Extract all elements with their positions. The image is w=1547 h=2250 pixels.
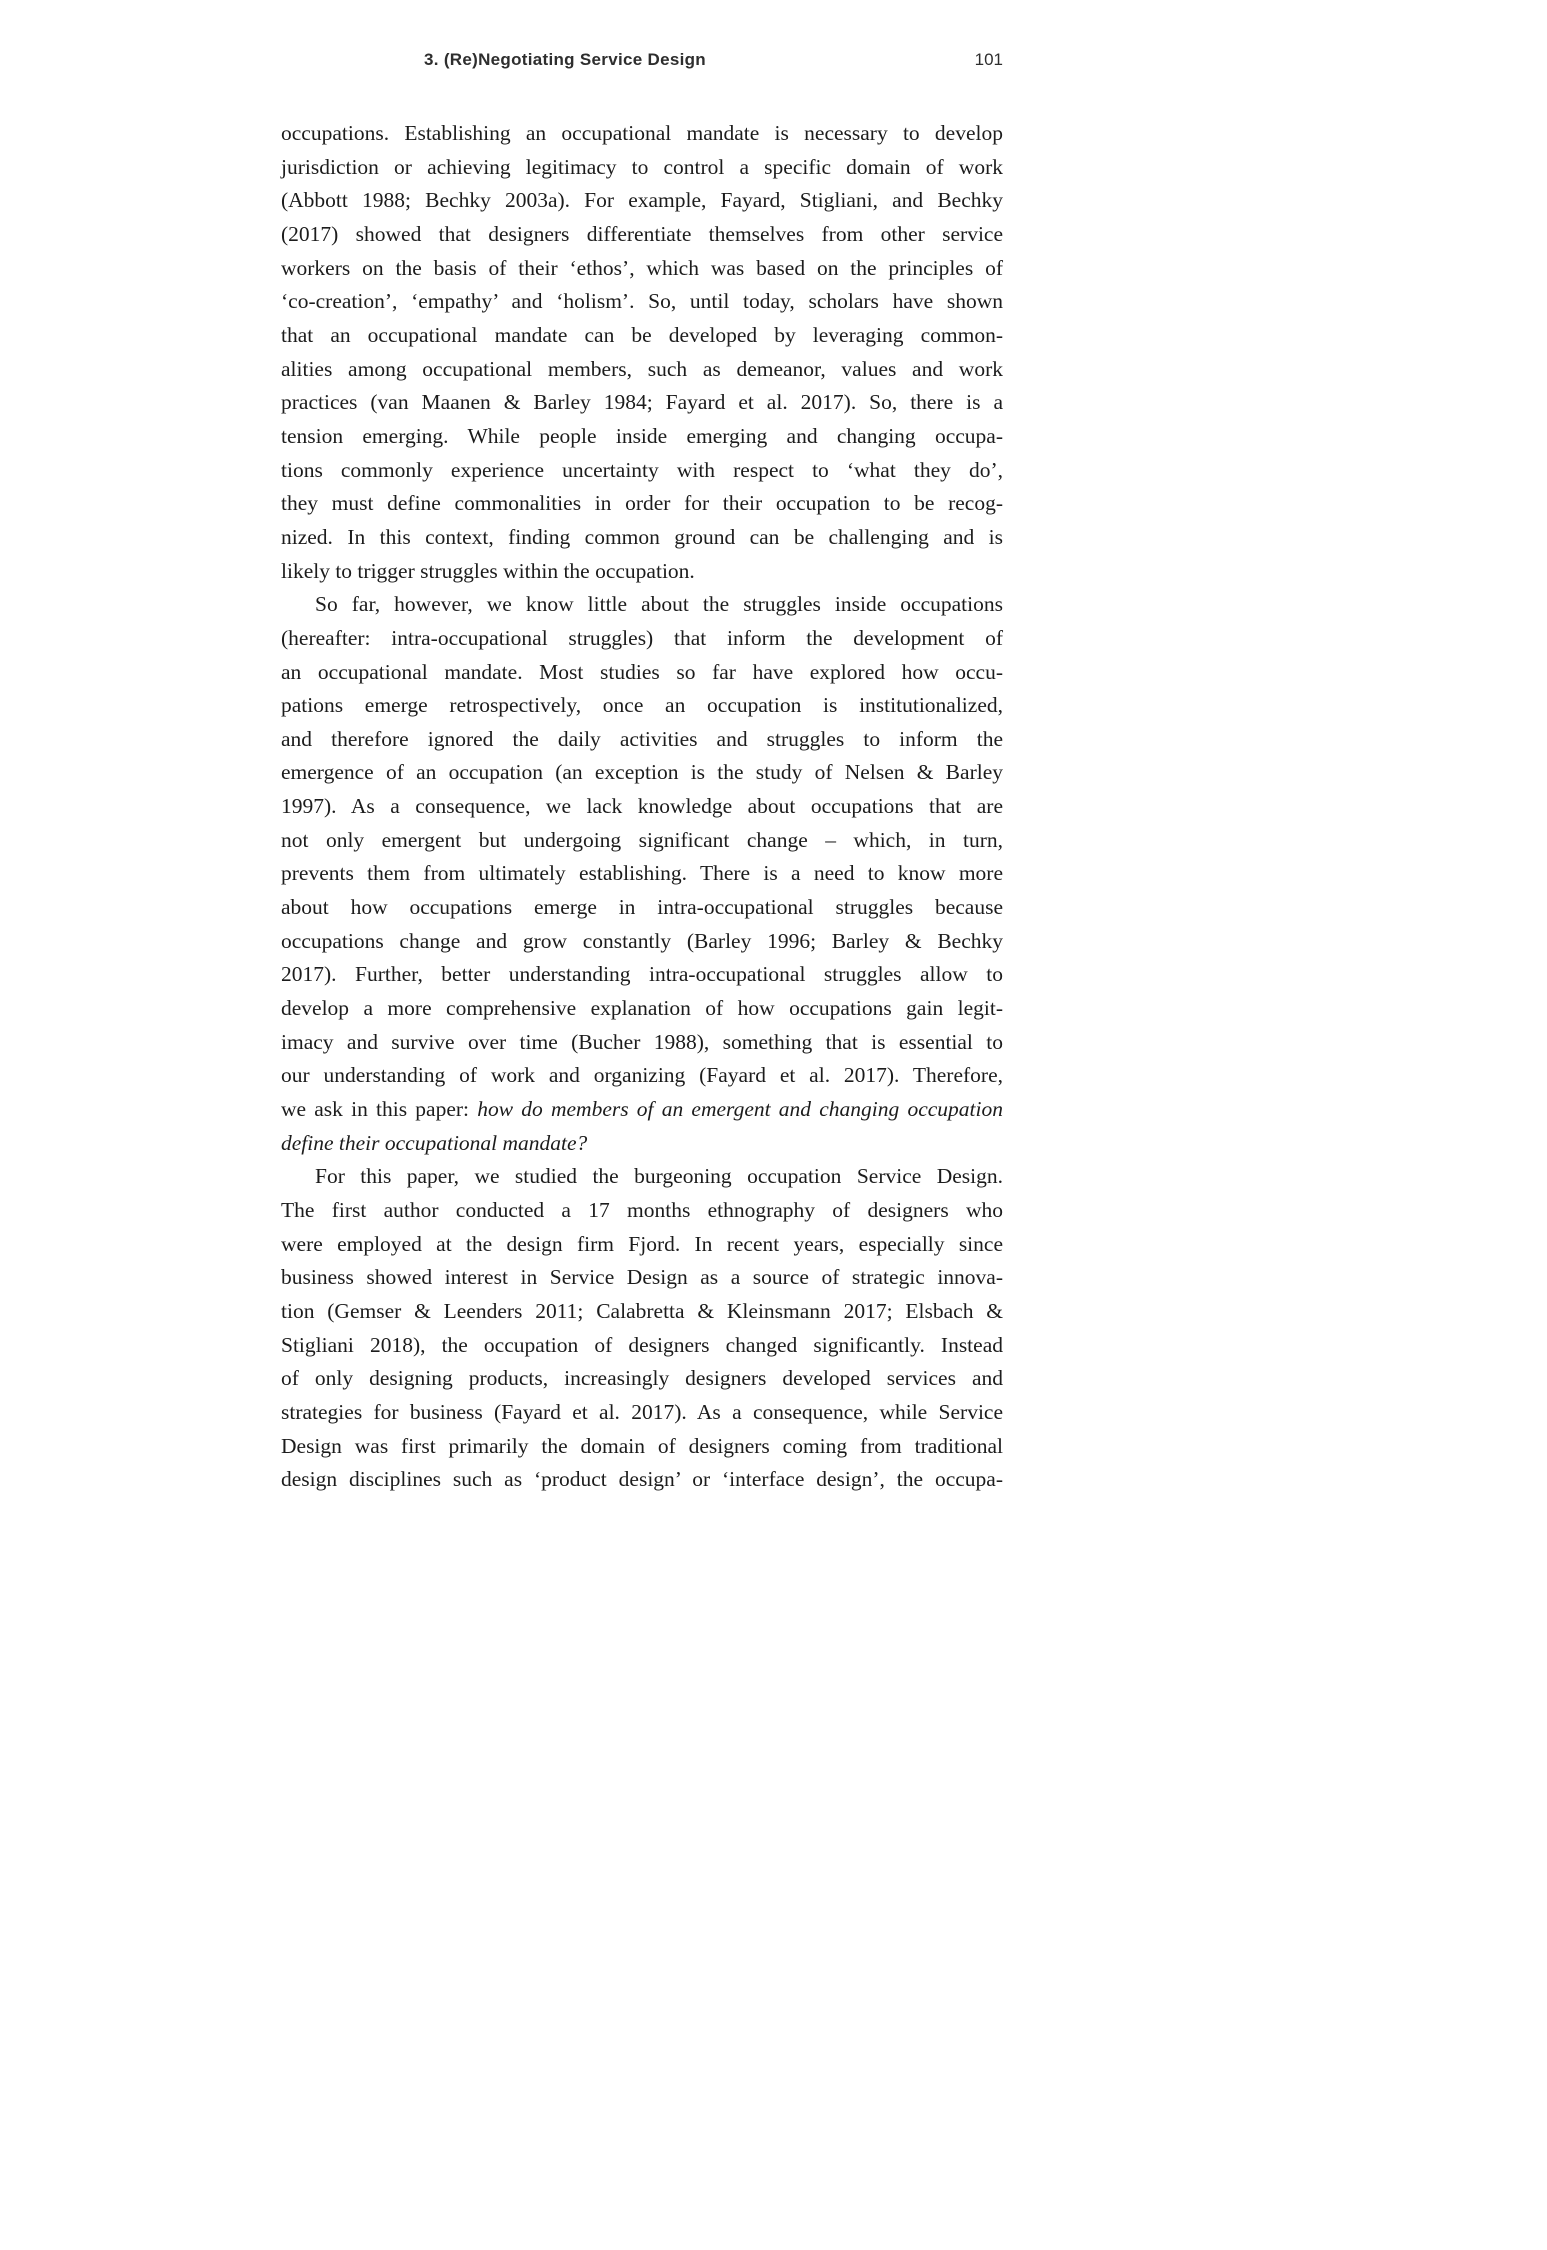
text-line: prevents them from ultimately establishing. There is a need to know more: [281, 861, 1003, 886]
text-line: they must define commonalities in order for their occupation to be recog-: [281, 491, 1003, 516]
text-line: an occupational mandate. Most studies so far have explored how occu-: [281, 659, 1003, 684]
text-segment-italic: how do members of an emergent and changing occupation: [477, 1097, 1003, 1122]
text-line: were employed at the design firm Fjord. In recent years, especially since: [281, 1231, 1003, 1256]
text-line: occupations change and grow constantly (Barley 1996; Barley & Bechky: [281, 928, 1003, 953]
text-line: So far, however, we know little about the struggles inside occupations: [315, 592, 1003, 617]
text-line: business showed interest in Service Design as a source of strategic innova-: [281, 1265, 1003, 1290]
text-line: develop a more comprehensive explanation of how occupations gain legit-: [281, 996, 1003, 1021]
text-line: practices (van Maanen & Barley 1984; Fayard et al. 2017). So, there is a: [281, 390, 1003, 415]
text-line: tions commonly experience uncertainty with respect to ‘what they do’,: [281, 457, 1003, 482]
text-line: likely to trigger struggles within the occupation.: [281, 558, 695, 583]
text-line: jurisdiction or achieving legitimacy to control a specific domain of work: [281, 154, 1003, 179]
text-line: imacy and survive over time (Bucher 1988), something that is essential to: [281, 1029, 1003, 1054]
text-line: emergence of an occupation (an exception is the study of Nelsen & Barley: [281, 760, 1003, 785]
text-line: not only emergent but undergoing significant change – which, in turn,: [281, 827, 1003, 852]
text-line: (2017) showed that designers differentiate themselves from other service: [281, 221, 1003, 246]
text-line: 2017). Further, better understanding intra-occupational struggles allow to: [281, 962, 1003, 987]
paragraph-1: [281, 117, 1003, 588]
text-line: about how occupations emerge in intra-occupational struggles because: [281, 895, 1003, 920]
text-line: our understanding of work and organizing (Fayard et al. 2017). Therefore,: [281, 1063, 1003, 1088]
text-line: (Abbott 1988; Bechky 2003a). For example, Fayard, Stigliani, and Bechky: [281, 188, 1003, 213]
text-line: strategies for business (Fayard et al. 2017). As a consequence, while Service: [281, 1399, 1003, 1424]
text-line: ‘co-creation’, ‘empathy’ and ‘holism’. So, until today, scholars have shown: [281, 289, 1003, 314]
text-line: 1997). As a consequence, we lack knowledge about occupations that are: [281, 794, 1003, 819]
text-line: tion (Gemser & Leenders 2011; Calabretta & Kleinsmann 2017; Elsbach &: [281, 1298, 1003, 1323]
body-text: [281, 117, 1003, 1497]
page-number: 101: [974, 50, 1003, 69]
text-line: occupations. Establishing an occupational mandate is necessary to develop: [281, 121, 1003, 145]
text-line: (hereafter: intra-occupational struggles) that inform the development of: [281, 625, 1003, 650]
text-line: Design was first primarily the domain of designers coming from traditional: [281, 1433, 1003, 1458]
text-line: that an occupational mandate can be developed by leveraging common-: [281, 322, 1003, 347]
text-line: For this paper, we studied the burgeoning occupation Service Design.: [315, 1164, 1003, 1189]
text-line: design disciplines such as ‘product design’ or ‘interface design’, the occupa-: [281, 1467, 1003, 1492]
text-line: The first author conducted a 17 months ethnography of designers who: [281, 1198, 1003, 1222]
text-line-mixed: [281, 1093, 1003, 1127]
text-line: nized. In this context, finding common ground can be challenging and is: [281, 524, 1003, 549]
text-line: define their occupational mandate?: [281, 1130, 588, 1155]
text-line: tension emerging. While people inside emerging and changing occupa-: [281, 423, 1003, 448]
text-segment-roman: we ask in this paper:: [281, 1097, 478, 1122]
text-line: Stigliani 2018), the occupation of designers changed significantly. Instead: [281, 1332, 1003, 1357]
running-header: 3. (Re)Negotiating Service Design: [424, 50, 706, 69]
text-line: and therefore ignored the daily activities and struggles to inform the: [281, 726, 1003, 751]
paragraph-2: [281, 588, 1003, 1160]
text-line: workers on the basis of their ‘ethos’, which was based on the principles of: [281, 255, 1003, 280]
text-line: alities among occupational members, such as demeanor, values and work: [281, 356, 1003, 381]
paragraph-3: [281, 1160, 1003, 1497]
text-line: of only designing products, increasingly designers developed services and: [281, 1366, 1003, 1391]
text-line: pations emerge retrospectively, once an occupation is institutionalized,: [281, 693, 1003, 718]
